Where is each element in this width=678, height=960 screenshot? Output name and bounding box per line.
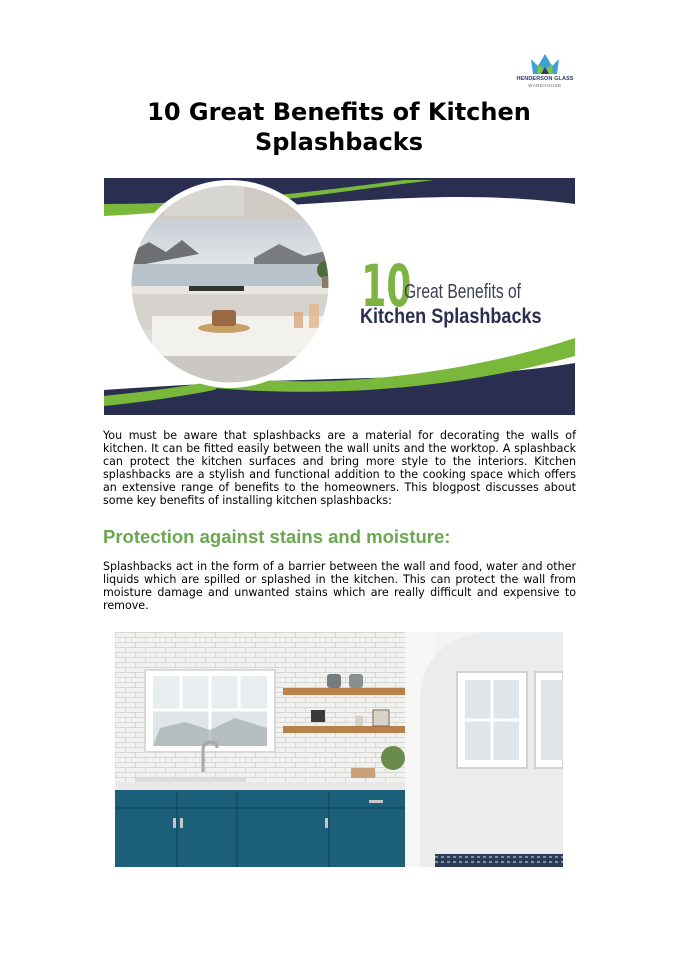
crown-icon — [513, 52, 577, 76]
section-heading: Protection against stains and moisture: — [103, 526, 451, 547]
logo-name: HENDERSON GLASS — [516, 76, 574, 82]
banner-number: 10 — [361, 253, 412, 321]
section-paragraph: Splashbacks act in the form of a barrier between the wall and food, water and other liquids which are spilled or splashed in the kitchen. This can protect the wall from moisture damage and unwanted stains which are really difficult and expensive to remove. — [103, 560, 576, 612]
banner-line-2: Kitchen Splashbacks — [360, 304, 542, 329]
kitchen-photo — [115, 632, 563, 867]
page-title — [100, 97, 578, 157]
banner-line-1: Great Benefits of — [403, 280, 521, 303]
company-logo — [513, 52, 577, 90]
intro-paragraph: You must be aware that splashbacks are a material for decorating the walls of kitchen. It can be fitted easily between the wall units and the worktop. A splashback can protect the kitchen surfaces and bring more style to the interiors. Kitchen splashbacks are a stylish and functional addition to the cooking space which offers an extensive range of benefits to the homeowners. This blogpost discusses about some key benefits of installing kitchen splashbacks: — [103, 429, 576, 507]
logo-subtitle: WAREHOUSE — [528, 83, 562, 88]
banner-image — [104, 178, 575, 415]
title-line-2: Splashbacks — [254, 128, 424, 156]
title-line-1: 10 Great Benefits of Kitchen — [147, 98, 531, 126]
